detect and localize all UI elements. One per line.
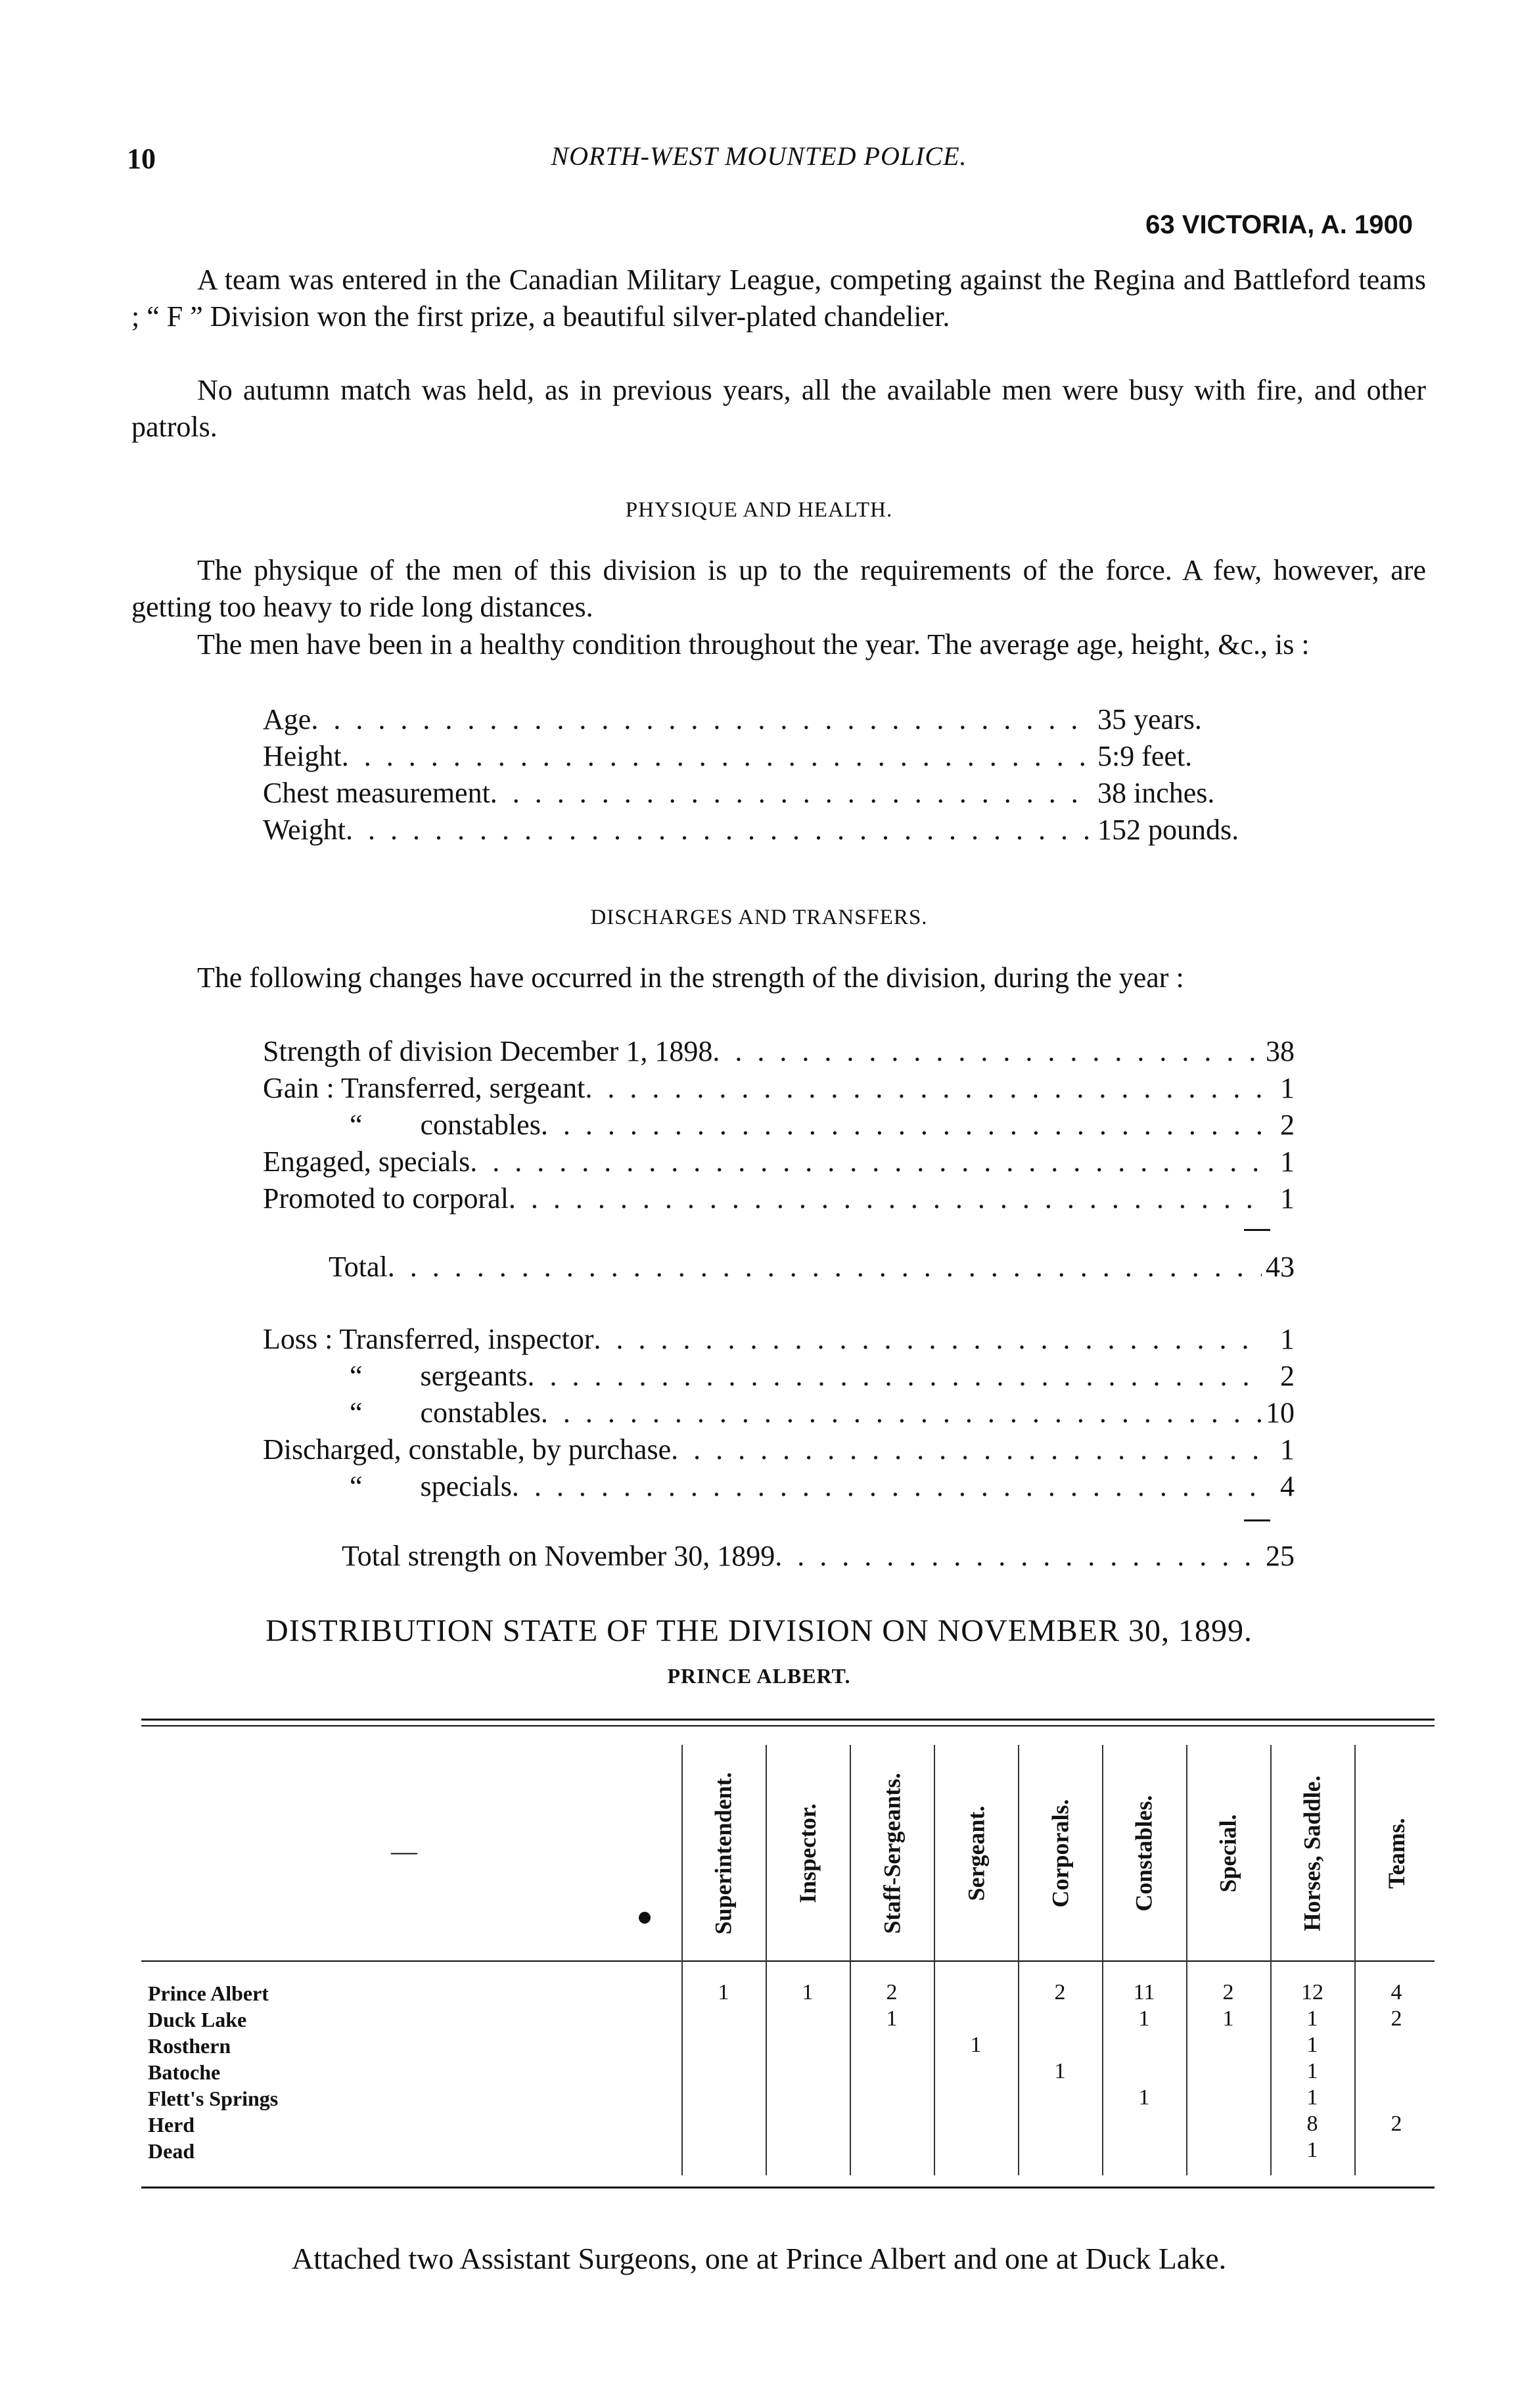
distribution-subtitle: PRINCE ALBERT.	[667, 1664, 851, 1688]
sum-rule	[1244, 1229, 1270, 1231]
loss-row	[263, 1358, 1295, 1395]
table-row-label: Flett's Springs	[148, 2087, 279, 2110]
table-row-label: Herd	[148, 2113, 195, 2137]
table-cell: 11	[1133, 1980, 1155, 2004]
stat-label: Height	[263, 740, 342, 772]
bullet-mark	[639, 1912, 651, 1924]
table-cell: 1	[1054, 2059, 1066, 2083]
running-title: NORTH-WEST MOUNTED POLICE.	[551, 141, 967, 171]
footer-note: Attached two Assistant Surgeons, one at Prince Albert and one at Duck Lake.	[291, 2242, 1227, 2275]
stub-dash: —	[391, 1836, 417, 1866]
column-header	[681, 1748, 766, 1958]
gain-row	[263, 1107, 1295, 1144]
table-cell: 1	[718, 1980, 729, 2004]
column-header-label: Sergeant.	[963, 1805, 989, 1901]
change-label: “ sergeants	[263, 1360, 528, 1392]
stat-label: Age	[263, 703, 311, 735]
stat-value: 152 pounds.	[1097, 814, 1239, 846]
change-value: 1	[1280, 1072, 1295, 1104]
change-value: 1	[1280, 1146, 1295, 1178]
change-label: Loss : Transferred, inspector	[263, 1323, 594, 1355]
physique-stats	[263, 701, 1288, 848]
table-row-label: Prince Albert	[148, 1981, 269, 2005]
gains-list	[263, 1033, 1295, 1217]
table-cell: 1	[886, 2006, 898, 2031]
column-header-label: Special.	[1214, 1814, 1241, 1893]
table-cell: 1	[802, 1980, 814, 2004]
column-header	[850, 1748, 934, 1958]
gain-row	[263, 1144, 1295, 1180]
discharges-heading: DISCHARGES AND TRANSFERS.	[590, 906, 928, 929]
table-cell: 1	[1306, 2006, 1318, 2031]
change-label: “ constables	[263, 1109, 541, 1141]
gain-row	[263, 1180, 1295, 1217]
table-cell: 1	[1306, 2033, 1318, 2057]
physique-paragraph-2: The men have been in a healthy condition throughout the year. The average age, height, &c., is :	[197, 628, 1310, 660]
table-row-label: Rosthern	[148, 2034, 231, 2058]
change-value: 1	[1280, 1182, 1295, 1215]
final-total	[342, 1538, 1295, 1575]
change-value: 1	[1280, 1433, 1295, 1466]
final-total-value: 25	[1266, 1540, 1295, 1572]
table-cell: 1	[1222, 2006, 1234, 2031]
stat-value: 38 inches.	[1097, 777, 1215, 809]
column-header	[1354, 1748, 1438, 1958]
change-value: 4	[1280, 1470, 1295, 1502]
table-row-label: Batoche	[148, 2060, 221, 2084]
physique-paragraph-1: The physique of the men of this division is up to the requirements of the force. A few, however, are getting too heavy to ride long distances.	[131, 554, 1426, 623]
physique-heading: PHYSIQUE AND HEALTH.	[625, 498, 893, 522]
column-header-label: Corporals.	[1047, 1799, 1073, 1908]
total-value: 43	[1266, 1251, 1295, 1283]
table-cell: 4	[1391, 1980, 1402, 2004]
discharges-intro: The following changes have occurred in the strength of the division, during the year :	[197, 961, 1184, 994]
change-label: Strength of division December 1, 1898	[263, 1035, 713, 1067]
total-label: Total	[329, 1251, 388, 1283]
table-cell: 2	[1391, 2112, 1402, 2136]
gains-total	[329, 1249, 1295, 1285]
table-bottom-rule	[141, 2187, 1435, 2188]
table-cell: 12	[1301, 1980, 1323, 2004]
column-header-label: Superintendent.	[710, 1772, 737, 1935]
losses-list	[263, 1321, 1295, 1505]
change-label: “ specials	[263, 1470, 512, 1502]
change-value: 38	[1266, 1035, 1295, 1067]
sum-rule	[1244, 1519, 1270, 1521]
change-value: 1	[1280, 1323, 1295, 1355]
distribution-title: DISTRIBUTION STATE OF THE DIVISION ON NOVEMBER 30, 1899.	[265, 1613, 1253, 1648]
table-cell: 1	[1306, 2059, 1318, 2083]
stat-row-age	[263, 701, 1288, 738]
table-header-rule	[141, 1960, 1435, 1962]
column-header	[934, 1748, 1018, 1958]
stat-value: 35 years.	[1097, 703, 1202, 735]
loss-row	[263, 1321, 1295, 1358]
change-label: Engaged, specials	[263, 1146, 471, 1178]
total-row	[329, 1249, 1295, 1285]
table-top-rule-2	[141, 1725, 1435, 1726]
column-header	[1018, 1748, 1102, 1958]
stat-label: Weight	[263, 814, 346, 846]
table-cell: 2	[1391, 2006, 1402, 2031]
column-header	[766, 1748, 850, 1958]
table-cell: 8	[1306, 2112, 1318, 2136]
table-cell: 2	[1054, 1980, 1066, 2004]
intro-paragraph-1: A team was entered in the Canadian Military League, competing against the Regina and Battleford teams ; “ F ” Division won the first prize, a beautiful silver-plated chandelier.	[131, 264, 1426, 333]
table-top-rule	[141, 1719, 1435, 1721]
change-label: “ constables	[263, 1397, 541, 1429]
gain-row	[263, 1070, 1295, 1107]
change-label: Gain : Transferred, sergeant	[263, 1072, 586, 1104]
stat-row-height	[263, 738, 1288, 775]
stat-row-chest	[263, 775, 1288, 812]
table-row-label: Dead	[148, 2139, 195, 2163]
page-number: 10	[127, 143, 156, 175]
loss-row	[263, 1468, 1295, 1505]
column-header-label: Staff-Sergeants.	[879, 1772, 906, 1934]
column-header-label: Horses, Saddle.	[1299, 1775, 1325, 1932]
gain-row	[263, 1033, 1295, 1070]
column-header-label: Teams.	[1383, 1818, 1410, 1889]
table-cell: 1	[1138, 2006, 1150, 2031]
table-cell: 1	[1306, 2085, 1318, 2110]
change-label: Discharged, constable, by purchase	[263, 1433, 672, 1466]
distribution-table	[141, 1719, 1435, 2195]
loss-row	[263, 1395, 1295, 1431]
table-cell: 1	[1138, 2085, 1150, 2110]
stat-value: 5:9 feet.	[1097, 740, 1193, 772]
stat-label: Chest measurement	[263, 777, 490, 809]
loss-row	[263, 1431, 1295, 1468]
session-label: 63 VICTORIA, A. 1900	[1145, 210, 1413, 239]
stat-row-weight	[263, 812, 1288, 848]
column-header	[1102, 1748, 1186, 1958]
column-header-label: Inspector.	[794, 1803, 821, 1903]
table-cell: 1	[1306, 2138, 1318, 2162]
column-header	[1186, 1748, 1270, 1958]
column-header-label: Constables.	[1131, 1795, 1157, 1912]
intro-paragraph-2: No autumn match was held, as in previous years, all the available men were busy with fire, and other patrols.	[131, 374, 1426, 443]
table-row-label: Duck Lake	[148, 2008, 247, 2031]
final-total-row	[342, 1538, 1295, 1575]
final-total-label: Total strength on November 30, 1899	[342, 1540, 775, 1572]
table-cell: 2	[1222, 1980, 1234, 2004]
table-cell: 1	[970, 2033, 982, 2057]
change-value: 2	[1280, 1360, 1295, 1392]
change-value: 10	[1266, 1397, 1295, 1429]
change-value: 2	[1280, 1109, 1295, 1141]
change-label: Promoted to corporal	[263, 1182, 509, 1215]
table-cell: 2	[886, 1980, 898, 2004]
column-header	[1270, 1748, 1354, 1958]
